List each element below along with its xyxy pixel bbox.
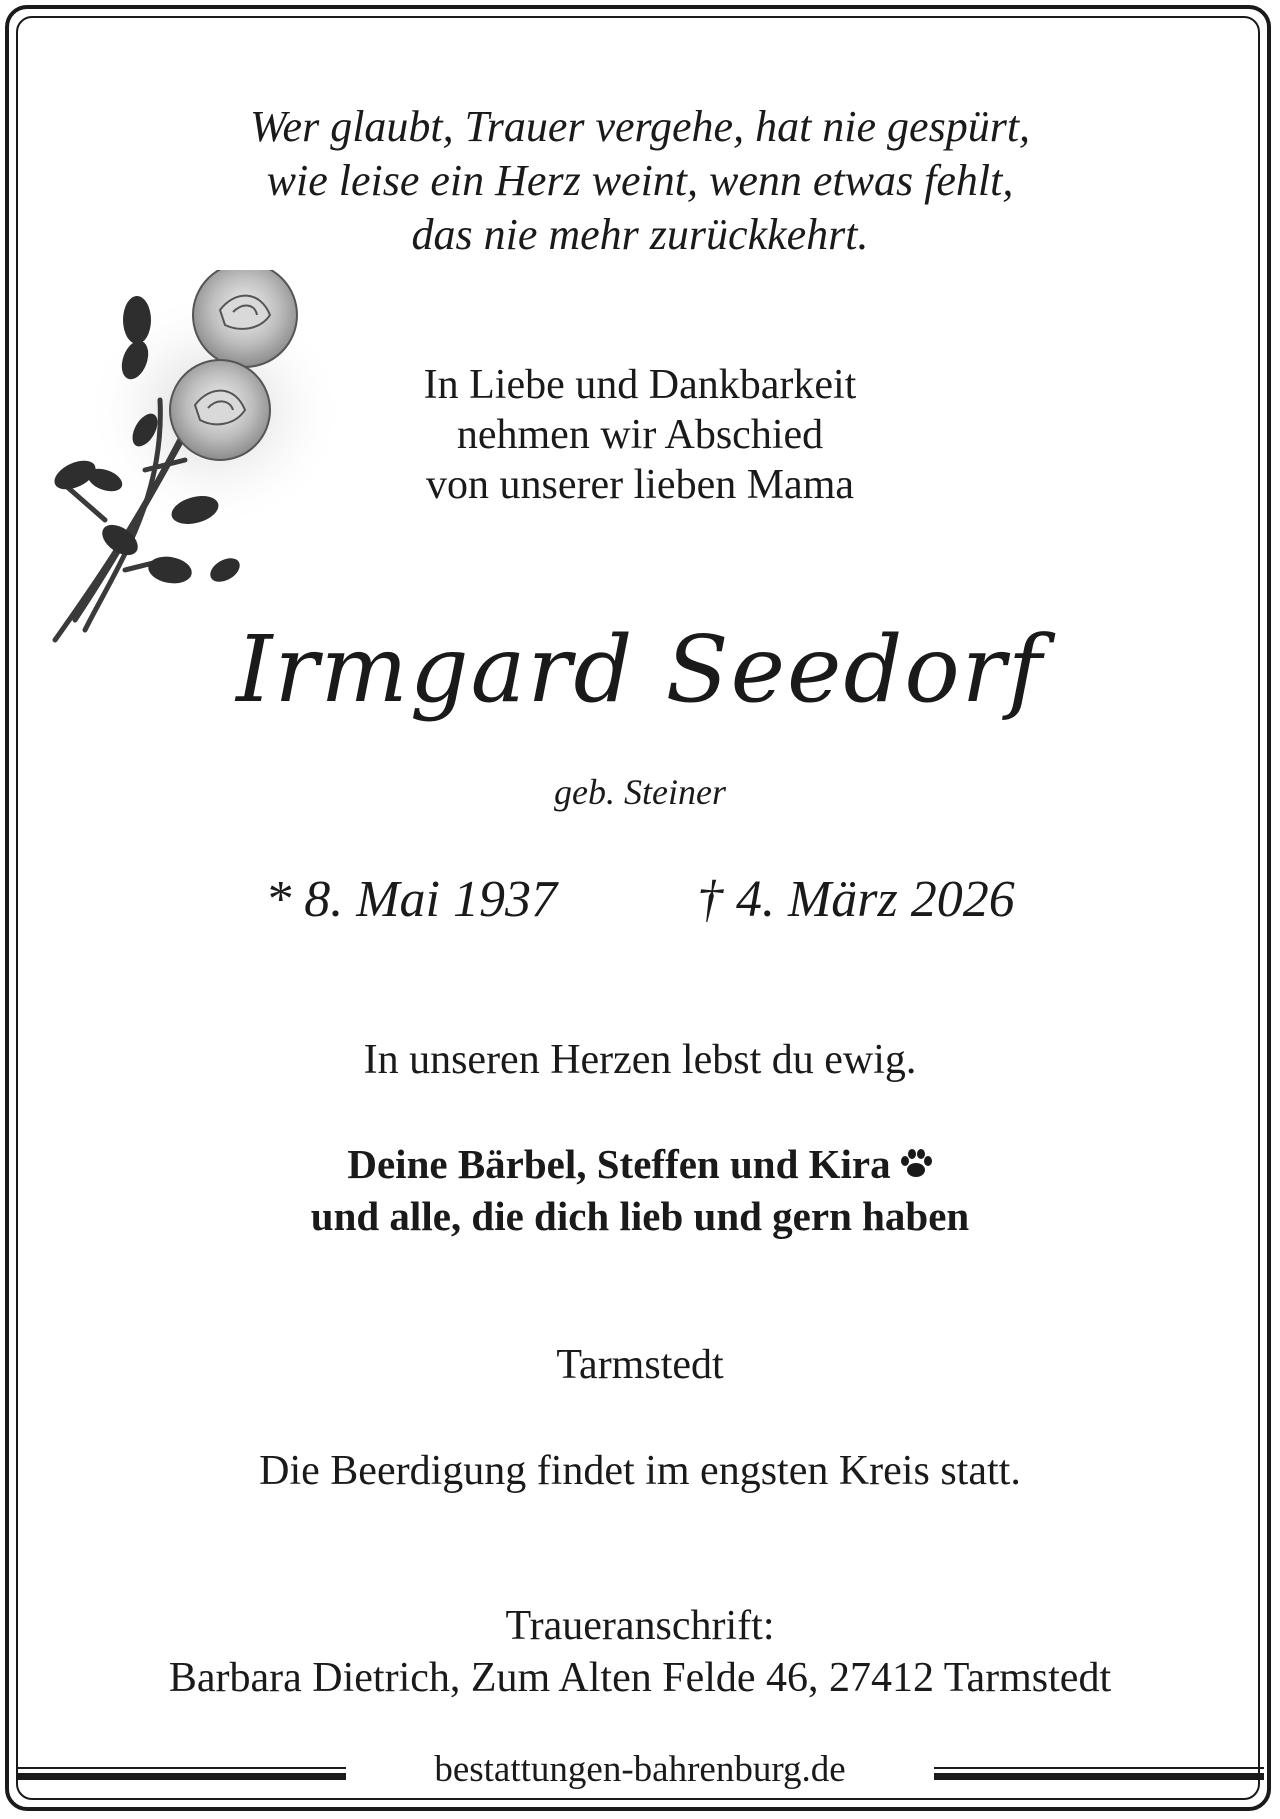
family-names: Deine Bärbel, Steffen und Kira [347,1141,891,1187]
death-date: † 4. März 2026 [696,871,1015,928]
family-line-1 [0,1138,1280,1190]
quote-line-1: Wer glaubt, Trauer vergehe, hat nie gespürt, [249,102,1031,151]
address-label: Traueranschrift: [505,1603,775,1649]
life-dates [0,870,1280,930]
intro-line-1: In Liebe und Dankbarkeit [423,362,857,408]
intro-line-2: nehmen wir Abschied [456,412,824,458]
footer-rule-left [16,1773,346,1780]
paw-icon [899,1148,933,1180]
quote-line-3: das nie mehr zurückkehrt. [411,210,869,259]
quote-block [0,100,1280,262]
family-signature [0,1138,1280,1242]
funeral-note: Die Beerdigung findet im engsten Kreis statt. [259,1448,1021,1494]
quote-line-2: wie leise ein Herz weint, wenn etwas fehlt, [266,156,1014,205]
intro-block [0,360,1280,510]
website-link[interactable]: bestattungen-bahrenburg.de [434,1749,846,1790]
memorial-line: In unseren Herzen lebst du ewig. [363,1037,917,1083]
intro-line-3: von unserer lieben Mama [425,462,855,508]
deceased-name: Irmgard Seedorf [236,616,1044,723]
address-text: Barbara Dietrich, Zum Alten Felde 46, 27412 Tarmstedt [168,1655,1112,1701]
footer-rule-right [934,1773,1264,1780]
birth-date: * 8. Mai 1937 [265,871,557,928]
footer [0,1740,1280,1800]
place: Tarmstedt [556,1342,724,1388]
maiden-name: geb. Steiner [554,772,726,812]
family-line-2: und alle, die dich lieb und gern haben [310,1193,970,1239]
mourning-address [0,1600,1280,1704]
